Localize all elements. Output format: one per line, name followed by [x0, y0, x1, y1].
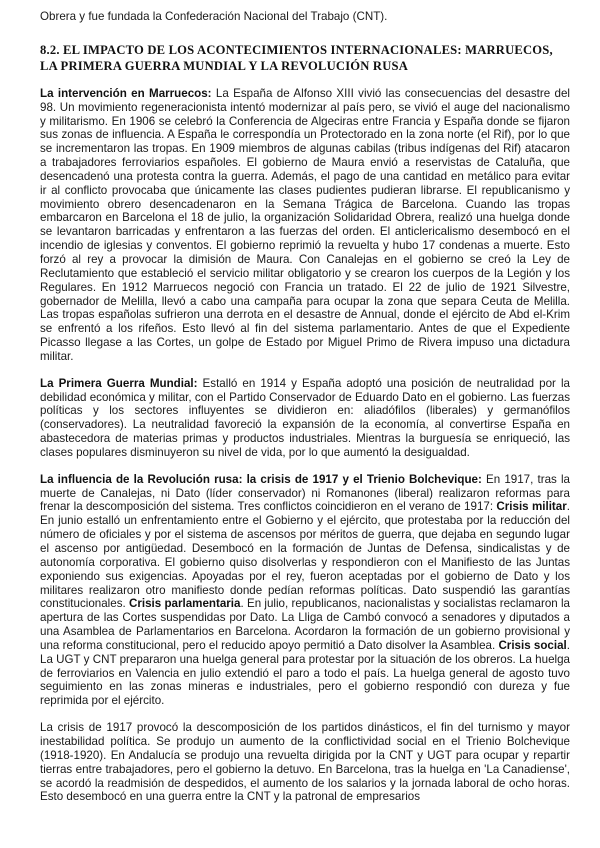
crisis-social-label: Crisis social: [498, 638, 567, 652]
document-page: [40, 10, 570, 817]
paragraph-text: En 1917, tras la muerte de Canalejas, ni Dato (líder conservador) ni Romanones (liberal) realizaron reformas para frenar la descomposición del sistema. Tres conflictos coincidieron en el verano de 1917:: [40, 472, 570, 514]
paragraph-primera-guerra: [40, 377, 570, 460]
section-heading: 8.2. EL IMPACTO DE LOS ACONTECIMIENTOS INTERNACIONALES: MARRUECOS, LA PRIMERA GUERRA MUNDIAL Y LA REVOLUCIÓN RUSA: [40, 42, 553, 73]
paragraph-lead: La Primera Guerra Mundial:: [40, 376, 198, 390]
paragraph-text: La España de Alfonso XIII vivió las consecuencias del desastre del 98. Un movimiento regeneracionista intentó modernizar al país pero, se vivió el auge del nacionalismo y militarismo. En 1906 se celebró la Conferencia de Algeciras entre Francia y España donde se fijaron sus zonas de influencia. A España le correspondía un Protectorado en la zona norte (el Rif), por lo que se incrementaron las tropas. En 1909 miembros de algunas cabilas (tribus indígenas del Rif) atacaron a trabajadores ferroviarios españoles. El gobierno de Maura envió a reservistas de Cataluña, que desencadenó una protesta contra la guerra. Además, el pago de una cantidad en metálico para evitar ir al conflicto provocaba que únicamente las clases pudientes pudieran librarse. El republicanismo y movimiento obrero desencadenaron en la Semana Trágica de Barcelona. Cuando las tropas embarcaron en Barcelona el 18 de julio, la organización Solidaridad Obrera, realizó una huelga donde se levantaron barricadas y enfrentaron a las fuerzas del orden. El anticlericalismo desembocó en el incendio de iglesias y conventos. El gobierno reprimió la revuelta y hubo 17 condenas a muerte. Esto forzó al rey a provocar la dimisión de Maura. Con Canalejas en el gobierno se creó la Ley de Reclutamiento que estableció el servicio militar obligatorio y se crearon los cuerpos de la Legión y los Regulares. En 1912 Marruecos negoció con Francia un tratado. El 22 de julio de 1921 Silvestre, gobernador de Melilla, llevó a cabo una campaña para ocupar la zona que separa Ceuta de Melilla. Las tropas españolas sufrieron una derrota en el desastre de Annual, donde el ejército de Abd el-Krim se enfrentó a los rifeños. Esto llevó al fin del sistema parlamentario. Antes de que el Expediente Picasso llegase a las Cortes, un golpe de Estado por Miguel Primo de Rivera impuso una dictadura militar.: [40, 86, 570, 363]
crisis-parlamentaria-label: Crisis parlamentaria: [128, 597, 241, 611]
paragraph-text: La crisis de 1917 provocó la descomposición de los partidos dinásticos, el fin del turnismo y mayor inestabilidad política. Se produjo un aumento de la conflictividad social en el Trienio Bolchevique (1918-1920). En Andalucía se produjo una revuelta dirigida por la CNT y UGT para ocupar y repartir tierras entre trabajadores, pero el gobierno la detuvo. En Barcelona, tras la huelga en 'La Canadiense', se acordó la readmisión de despedidos, el aumento de los salarios y la jornada laboral de ocho horas. Esto desembocó en una guerra entre la CNT y la patronal de empresarios: [40, 721, 570, 804]
paragraph-revolucion-rusa: [40, 473, 570, 708]
continuation-line: Obrera y fue fundada la Confederación Nacional del Trabajo (CNT).: [40, 10, 388, 23]
crisis-militar-label: Crisis militar: [496, 500, 567, 514]
paragraph-crisis-1917: [40, 721, 570, 804]
paragraph-lead: La intervención en Marruecos:: [40, 86, 212, 100]
paragraph-marruecos: [40, 87, 570, 364]
paragraph-lead: La influencia de la Revolución rusa: la crisis de 1917 y el Trienio Bolchevique:: [40, 472, 482, 486]
paragraph-text: . En junio estalló un enfrentamiento entre el Gobierno y el ejército, que protestaba por la reducción del número de oficiales y por el sistema de ascensos por méritos de guerra, que dejaba en segundo lugar el ascenso por antigüedad. Desembocó en la formación de Juntas de Defensa, sindicalistas y de autonomía corporativa. El gobierno quiso disolverlas y respondieron con el Manifiesto de las Juntas exponiendo sus exigencias. Apoyadas por el rey, fueron aceptadas por el gobierno de Dato y los militares realizaron otro manifiesto donde pedían reformas políticas. Dato suspendió las garantías constitucionales.: [40, 500, 570, 611]
paragraph-text: Estalló en 1914 y España adoptó una posición de neutralidad por la debilidad económica y militar, con el Partido Conservador de Eduardo Dato en el gobierno. Las fuerzas políticas y los sectores influyentes se dividieron en: aliadófilos (liberales) y germanófilos (conservadores). La neutralidad favoreció la expansión de la economía, al convertirse España en abastecedora de materias primas y productos industriales. Mientras la burguesía se enriqueció, las clases populares disminuyeron su nivel de vida, por lo que aumentó la desigualdad.: [40, 376, 570, 459]
paragraph-text: . La UGT y CNT prepararon una huelga general para protestar por la situación de los obreros. La huelga de ferroviarios en Valencia en julio extendió el paro a todo el país. La huelga general de agosto tuvo seguimiento en las zonas mineras e industriales, pero el gobierno respondió con dureza y fue reprimida por el ejército.: [40, 638, 571, 708]
paragraph-text: . En julio, republicanos, nacionalistas y socialistas reclamaron la apertura de las Cortes suspendidas por Dato. La Lliga de Cambó convocó a senadores y diputados a una Asamblea de Parlamentarios en Barcelona. Acordaron la formación de un gobierno provisional y una reforma constitucional, pero el reducido apoyo permitió a Dato disolver la Asamblea.: [40, 597, 571, 652]
